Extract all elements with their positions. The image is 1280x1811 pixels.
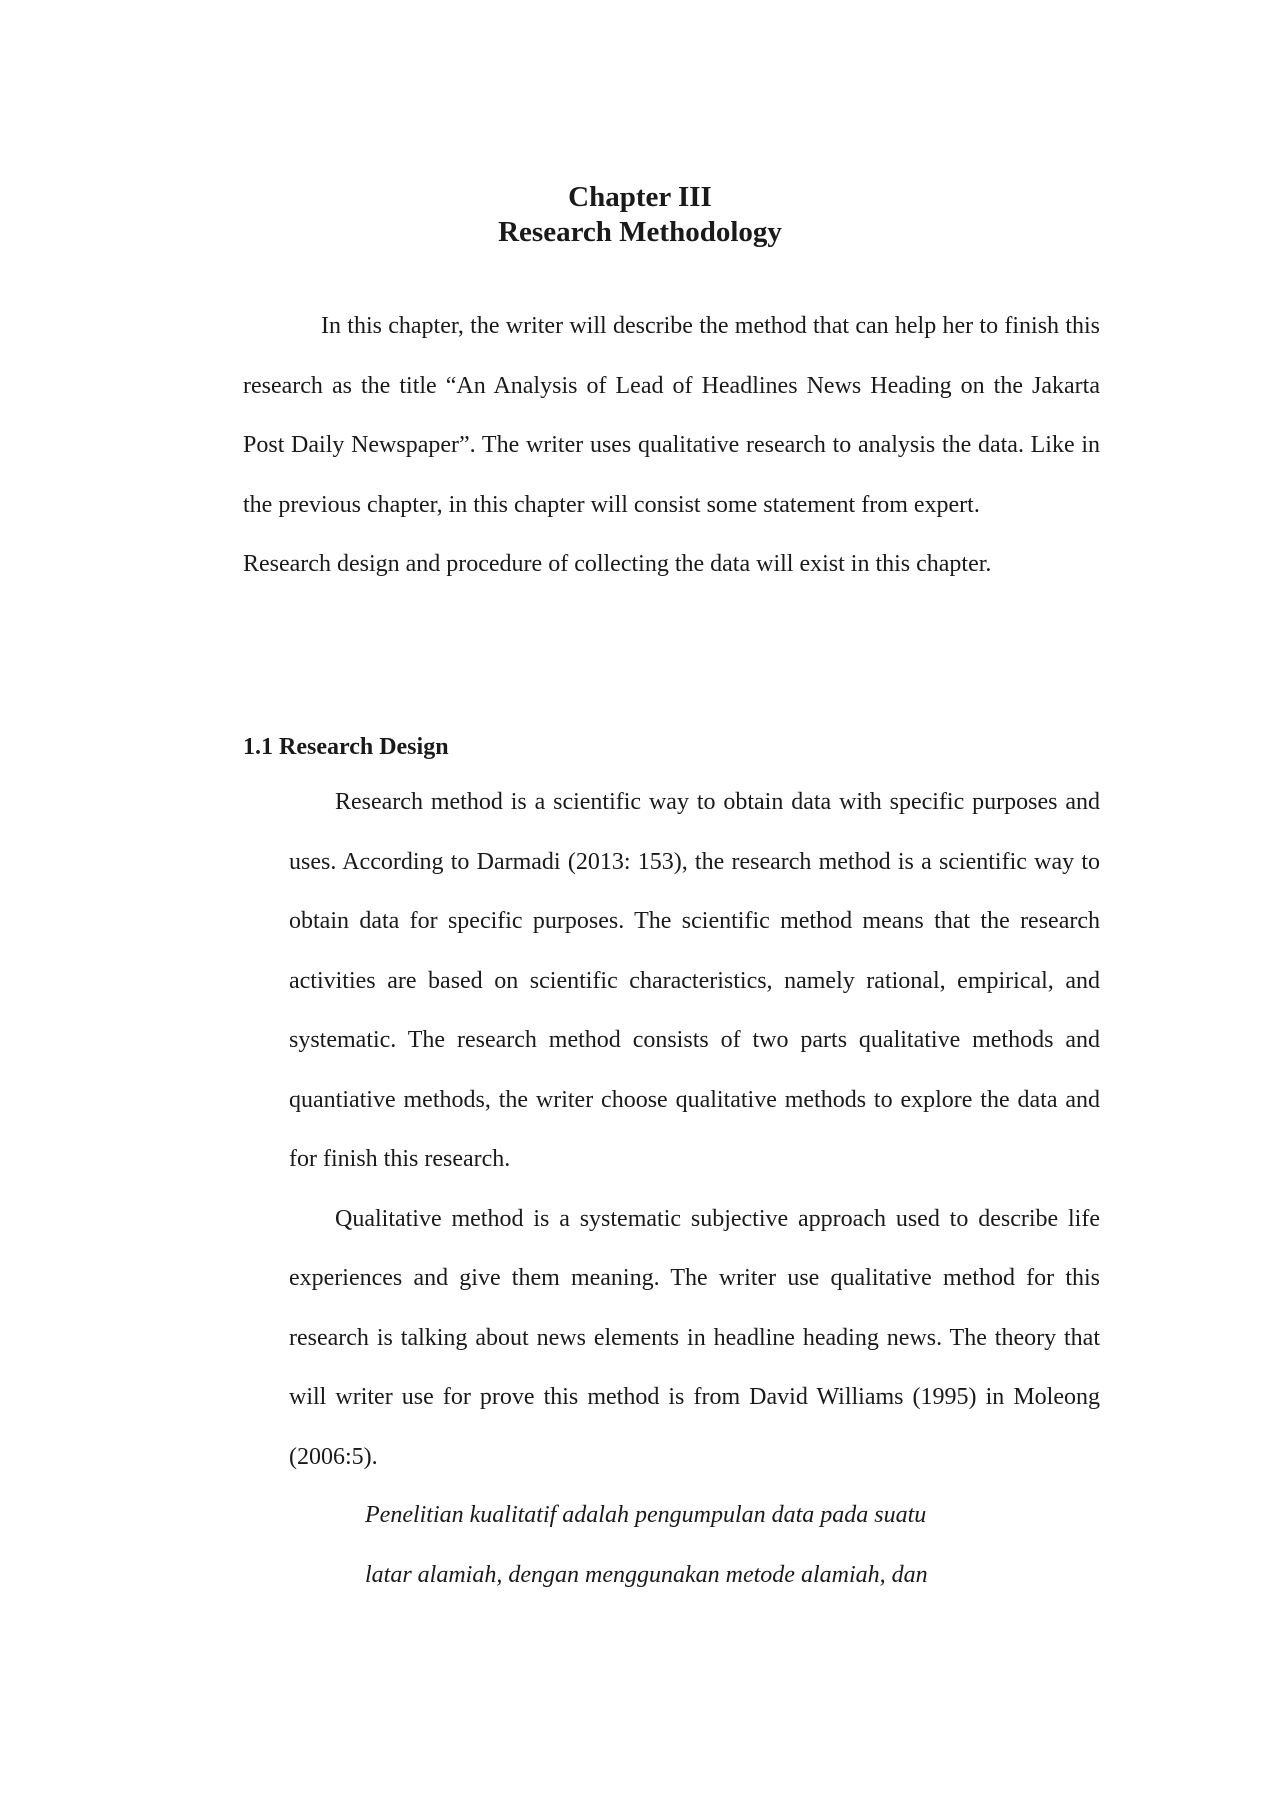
section-body xyxy=(289,773,1100,1487)
section-paragraph: Qualitative method is a systematic subjective approach used to describe life experiences and give them meaning. The writer use qualitative method for this research is talking about news elements in headline heading news. The theory that will writer use for prove this method is from David Williams (1995) in Moleong (2006:5). xyxy=(289,1205,1100,1470)
intro-paragraph: Research design and procedure of collecting the data will exist in this chapter. xyxy=(243,551,992,577)
section-paragraph: Research method is a scientific way to obtain data with specific purposes and uses. According to Darmadi (2013: 153), the research method is a scientific way to obtain data for specific purposes. The scientific method means that the research activities are based on scientific characteristics, namely rational, empirical, and systematic. The research method consists of two parts qualitative methods and quantiative methods, the writer choose qualitative methods to explore the data and for finish this research. xyxy=(289,789,1100,1172)
block-quote xyxy=(365,1486,1005,1605)
chapter-number: Chapter III xyxy=(568,181,712,213)
chapter-title: Research Methodology xyxy=(498,216,782,248)
section-heading: 1.1 Research Design xyxy=(243,734,449,760)
quote-line: Penelitian kualitatif adalah pengumpulan data pada suatu xyxy=(365,1502,927,1528)
chapter-heading xyxy=(0,180,1280,250)
quote-line: latar alamiah, dengan menggunakan metode alamiah, dan xyxy=(365,1561,928,1588)
intro-paragraph: In this chapter, the writer will describe the method that can help her to finish this research as the title “An Analysis of Lead of Headlines News Heading on the Jakarta Post Daily Newspaper”. The writer uses qualitative research to analysis the data. Like in the previous chapter, in this chapter will consist some statement from expert. xyxy=(243,313,1100,518)
chapter-intro xyxy=(243,297,1100,595)
